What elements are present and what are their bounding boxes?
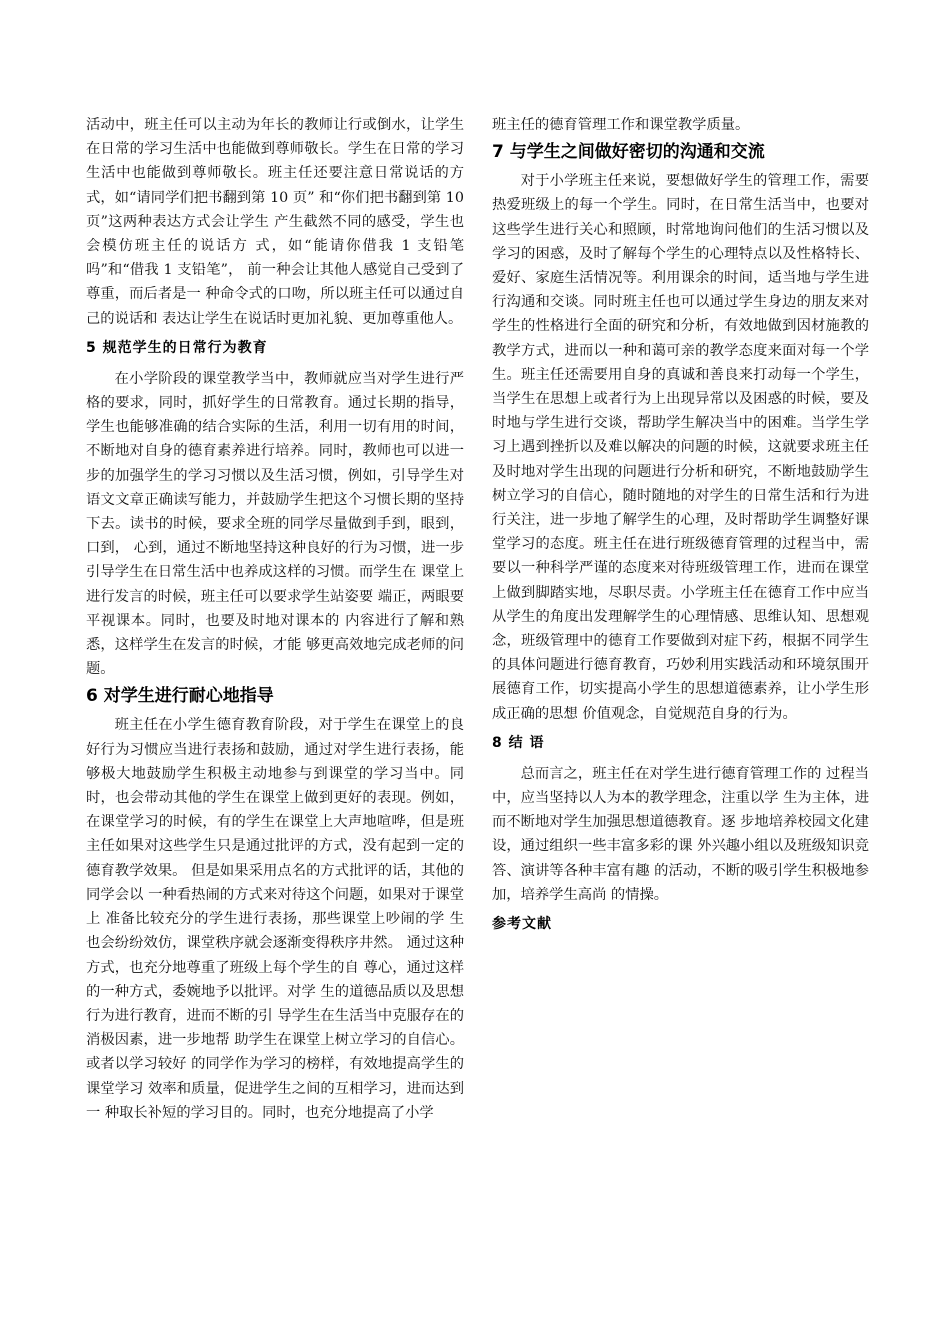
section-7-paragraph: 对于小学班主任来说，要想做好学生的管理工作，需要热爱班级上的每一个学生。同时，在日常生活当中，也要对这些学生进行关心和照顾，时常地询问他们的生活习惯以及学习的困惑，及时了解每个学生的心理特点以及性格特长、爱好、家庭生活情况等。利用课余的时间，适当地与学生进行沟通和交谈。同时班主任也可以通过学生身边的朋友来对学生的性格进行全面的研究和分析，有效地做到因材施教的教学方式，进而以一种和蔼可亲的教学态度来面对每一个学生。班主任还需要用自身的真诚和善良来打动每一个学生，当学生在思想上或者行为上出现异常以及困惑的时候，要及时地与学生进行交谈，帮助学生解决当中的困难。当学生学习上遇到挫折以及难以解决的问题的时候，这就要求班主任及时地对学生出现的问题进行分析和研究，不断地鼓励学生树立学习的自信心，随时随地的对学生的日常生活和行为进行关注，进一步地了解学生的心理，及时帮助学生调整好课堂学习的态度。班主任在进行班级德育管理的过程当中，需要以一种科学严谨的态度来对待班级管理工作，进而在课堂上做到脚踏实地，尽职尽责。小学班主任在德育工作中应当从学生的角度出发理解学生的心理情感、思维认知、思想观念，班级管理中的德育工作要做到对症下药，根据不同学生的具体问题进行德育教育，巧妙利用实践活动和环境氛围开展德育工作，切实提高小学生的思想道德素养，让小学生形成正确的思想 价值观念，自觉规范自身的行为。	[492, 173, 869, 722]
section-8-paragraph: 总而言之，班主任在对学生进行德育管理工作的 过程当中，应当坚持以人为本的教学理念，注重以学 生为主体，进而不断地对学生加强思想道德教育。逐 步地培养校园文化建设，通过组织一些丰富多彩的课 外兴趣小组以及班级知识竞答、演讲等各种丰富有趣 的活动，不断的吸引学生积极地参加，培养学生高尚 的情操。	[492, 765, 869, 903]
section-8-heading: 8 结 语	[492, 734, 545, 751]
left-continued-paragraph: 活动中，班主任可以主动为年长的教师让行或倒水，让学生在日常的学习生活中也能做到尊师敬长。学生在日常的学习生活中也能做到尊师敬长。班主任还要注意日常说话的方式，如“请同学们把书翻到第 10 页” 和“你们把书翻到第 10 页”这两种表达方式会让学生 产生截然不同的感受，学生也会模仿班主任的说话方 式，如“能请你借我 1 支铅笔吗”和“借我 1 支铅笔”， 前一种会让其他人感觉自己受到了尊重，而后者是一 种命令式的口吻，所以班主任可以通过自己的说话和 表达让学生在说话时更加礼貌、更加尊重他人。	[86, 117, 464, 327]
right-column	[492, 113, 869, 943]
left-column	[86, 113, 464, 1125]
references-heading: 参考文献	[492, 916, 552, 933]
section-6-heading: 6 对学生进行耐心地指导	[86, 686, 274, 707]
right-continued-paragraph: 班主任的德育管理工作和课堂教学质量。	[492, 117, 750, 133]
section-6-paragraph: 班主任在小学生德育教育阶段，对于学生在课堂上的良好行为习惯应当进行表扬和鼓励，通过对学生进行表扬，能够极大地鼓励学生积极主动地参与到课堂的学习当中。同时，也会带动其他的学生在课堂上做到更好的表现。例如，在课堂学习的时候，有的学生在课堂上大声地喧哗，但是班主任如果对这些学生只是通过批评的方式，没有起到一定的德育教学效果。 但是如果采用点名的方式批评的话，其他的同学会以 一种看热闹的方式来对待这个问题，如果对于课堂上 准备比较充分的学生进行表扬，那些课堂上吵闹的学 生也会纷纷效仿，课堂秩序就会逐渐变得秩序井然。 通过这种方式，也充分地尊重了班级上每个学生的自 尊心，通过这样的一种方式，委婉地予以批评。对学 生的道德品质以及思想行为进行教育，进而不断的引 导学生在生活当中克服存在的消极因素，进一步地帮 助学生在课堂上树立学习的自信心。或者以学习较好 的同学作为学习的榜样，有效地提高学生的课堂学习 效率和质量，促进学生之间的互相学习，进而达到一 种取长补短的学习目的。同时，也充分地提高了小学	[86, 717, 464, 1121]
section-5-paragraph: 在小学阶段的课堂教学当中，教师就应当对学生进行严格的要求，同时，抓好学生的日常教育。通过长期的指导，学生也能够准确的结合实际的生活，利用一切有用的时间，不断地对自身的德育素养进行培养。同时，教师也可以进一步的加强学生的学习习惯以及生活习惯，例如，引导学生对语文文章正确读写能力，并鼓励学生把这个习惯长期的坚持下去。读书的时候，要求全班的同学尽量做到手到，眼到，口到， 心到，通过不断地坚持这种良好的行为习惯，进一步 引导学生在日常生活中也养成这样的习惯。而学生在 课堂上进行发言的时候，班主任可以要求学生站姿要 端正，两眼要平视课本。同时，也要及时地对课本的 内容进行了解和熟悉，这样学生在发言的时候，才能 够更高效地完成老师的问题。	[86, 370, 464, 678]
section-5-heading: 5 规范学生的日常行为教育	[86, 339, 268, 356]
section-7-heading: 7 与学生之间做好密切的沟通和交流	[492, 142, 765, 163]
